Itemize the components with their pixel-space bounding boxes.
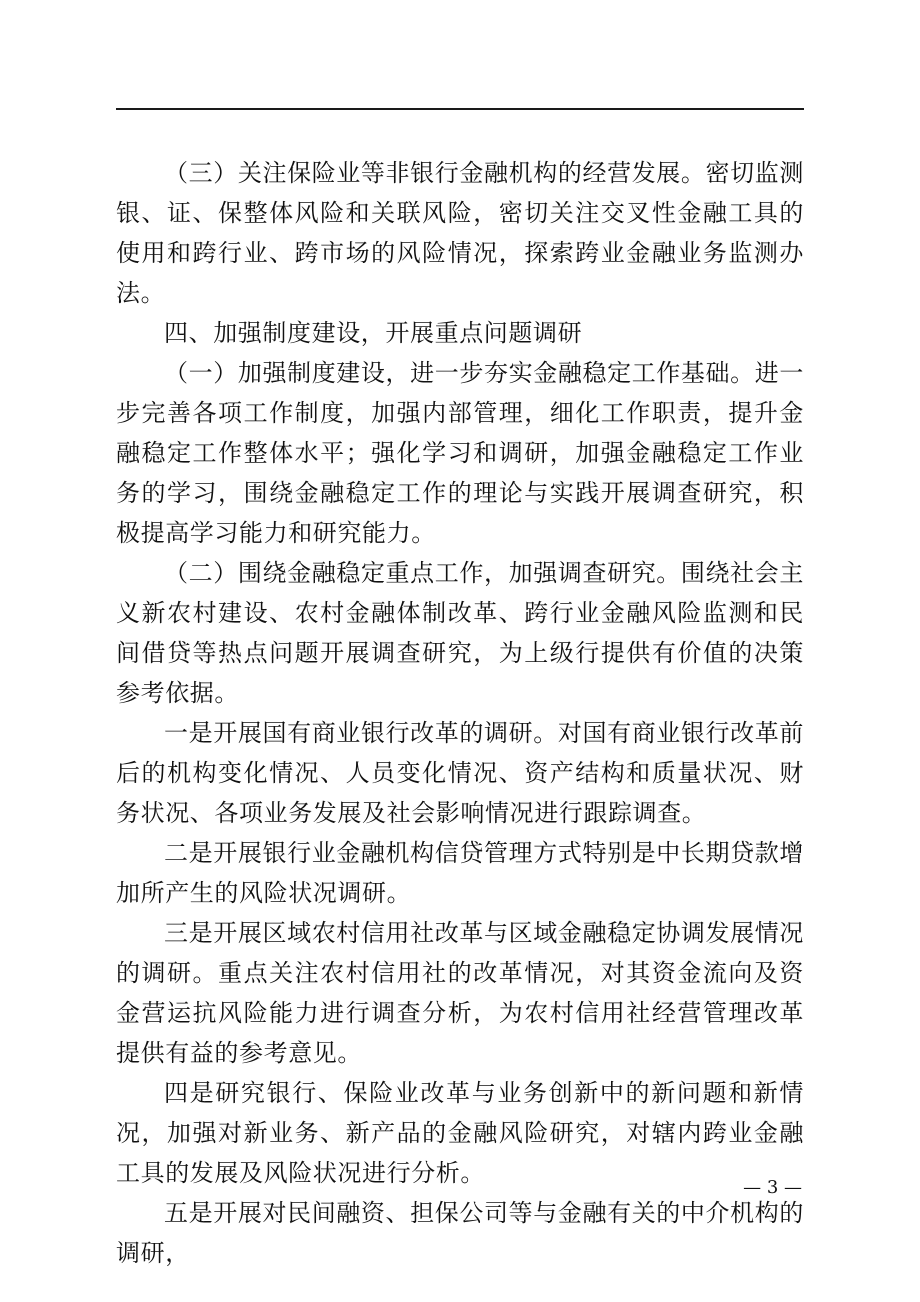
paragraph-item-two: 二是开展银行业金融机构信贷管理方式特别是中长期贷款增加所产生的风险状况调研。 [116,839,804,907]
paragraph-key-research: （二）围绕金融稳定重点工作，加强调查研究。围绕社会主义新农村建设、农村金融体制改革、跨行业金融风险监测和民间借贷等热点问题开展调查研究，为上级行提供有价值的决策参考依据。 [116,559,804,707]
section-heading-four: 四、加强制度建设，开展重点问题调研 [164,319,583,347]
page-number: — 3 — [743,1177,802,1198]
paragraph-item-five: 五是开展对民间融资、担保公司等与金融有关的中介机构的调研， [116,1199,804,1267]
paragraph-item-four: 四是研究银行、保险业改革与业务创新中的新问题和新情况，加强对新业务、新产品的金融风险研究，对辖内跨业金融工具的发展及风险状况进行分析。 [116,1079,804,1187]
paragraph-item-one: 一是开展国有商业银行改革的调研。对国有商业银行改革前后的机构变化情况、人员变化情况、资产结构和质量状况、财务状况、各项业务发展及社会影响情况进行跟踪调查。 [116,719,804,827]
paragraph-system-building: （一）加强制度建设，进一步夯实金融稳定工作基础。进一步完善各项工作制度，加强内部管理，细化工作职责，提升金融稳定工作整体水平；强化学习和调研，加强金融稳定工作业务的学习，围绕金融稳定工作的理论与实践开展调查研究，积极提高学习能力和研究能力。 [116,359,804,547]
paragraph-item-three: 三是开展区域农村信用社改革与区域金融稳定协调发展情况的调研。重点关注农村信用社的改革情况，对其资金流向及资金营运抗风险能力进行调查分析，为农村信用社经营管理改革提供有益的参考意见。 [116,919,804,1067]
paragraph-insurance-monitoring: （三）关注保险业等非银行金融机构的经营发展。密切监测银、证、保整体风险和关联风险，密切关注交叉性金融工具的使用和跨行业、跨市场的风险情况，探索跨业金融业务监测办法。 [116,159,804,307]
header-rule [116,108,804,110]
document-body [116,153,804,1273]
